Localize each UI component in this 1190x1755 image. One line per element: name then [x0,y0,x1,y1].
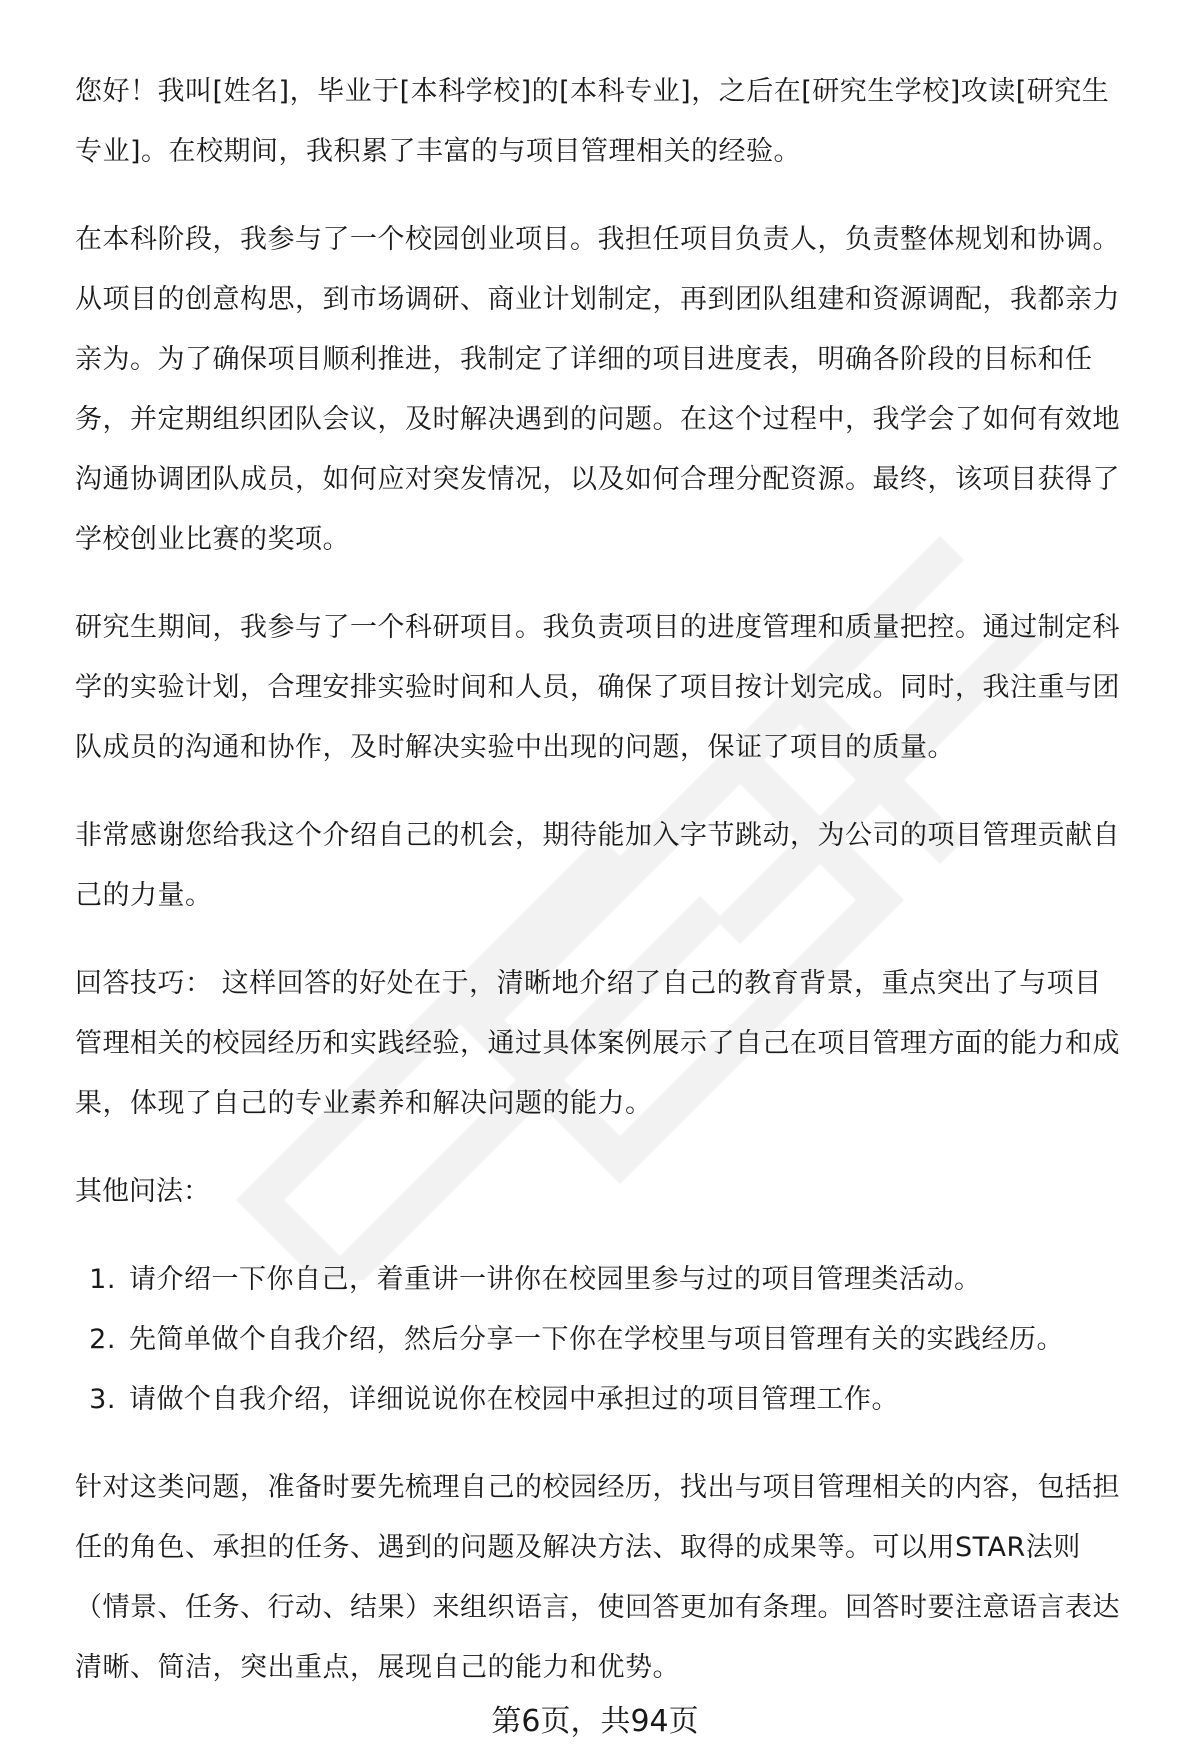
list-item: 2. 先简单做个自我介绍，然后分享一下你在学校里与项目管理有关的实践经历。 [125,1310,1120,1370]
other-questions-label: 其他问法： [75,1176,210,1207]
document-page [75,62,1120,1726]
paragraph-undergrad: 在本科阶段，我参与了一个校园创业项目。我担任项目负责人，负责整体规划和协调。从项目的创意构思，到市场调研、商业计划制定，再到团队组建和资源调配，我都亲力亲为。为了确保项目顺利推进，我制定了详细的项目进度表，明确各阶段的目标和任务，并定期组织团队会议，及时解决遇到的问题。在这个过程中，我学会了如何有效地沟通协调团队成员，如何应对突发情况，以及如何合理分配资源。最终，该项目获得了学校创业比赛的奖项。 [75,224,1120,555]
paragraph-closing: 针对这类问题，准备时要先梳理自己的校园经历，找出与项目管理相关的内容，包括担任的角色、承担的任务、遇到的问题及解决方法、取得的成果等。可以用STAR法则（情景、任务、行动、结果）来组织语言，使回答更加有条理。回答时要注意语言表达清晰、简洁，突出重点，展现自己的能力和优势。 [75,1472,1120,1683]
paragraph-graduate: 研究生期间，我参与了一个科研项目。我负责项目的进度管理和质量把控。通过制定科学的实验计划，合理安排实验时间和人员，确保了项目按计划完成。同时，我注重与团队成员的沟通和协作，及时解决实验中出现的问题，保证了项目的质量。 [75,612,1120,763]
page-number: 第6页，共94页 [491,1704,699,1739]
paragraph-intro: 您好！我叫[姓名]，毕业于[本科学校]的[本科专业]，之后在[研究生学校]攻读[研究生专业]。在校期间，我积累了丰富的与项目管理相关的经验。 [75,76,1110,167]
list-item: 1. 请介绍一下你自己，着重讲一讲你在校园里参与过的项目管理类活动。 [125,1250,1120,1310]
paragraph-tips: 回答技巧： 这样回答的好处在于，清晰地介绍了自己的教育背景，重点突出了与项目管理相关的校园经历和实践经验，通过具体案例展示了自己在项目管理方面的能力和成果，体现了自己的专业素养和解决问题的能力。 [75,968,1120,1119]
alt-questions-list [75,1250,1120,1430]
list-item: 3. 请做个自我介绍，详细说说你在校园中承担过的项目管理工作。 [125,1370,1120,1430]
paragraph-thanks: 非常感谢您给我这个介绍自己的机会，期待能加入字节跳动，为公司的项目管理贡献自己的力量。 [75,820,1120,911]
